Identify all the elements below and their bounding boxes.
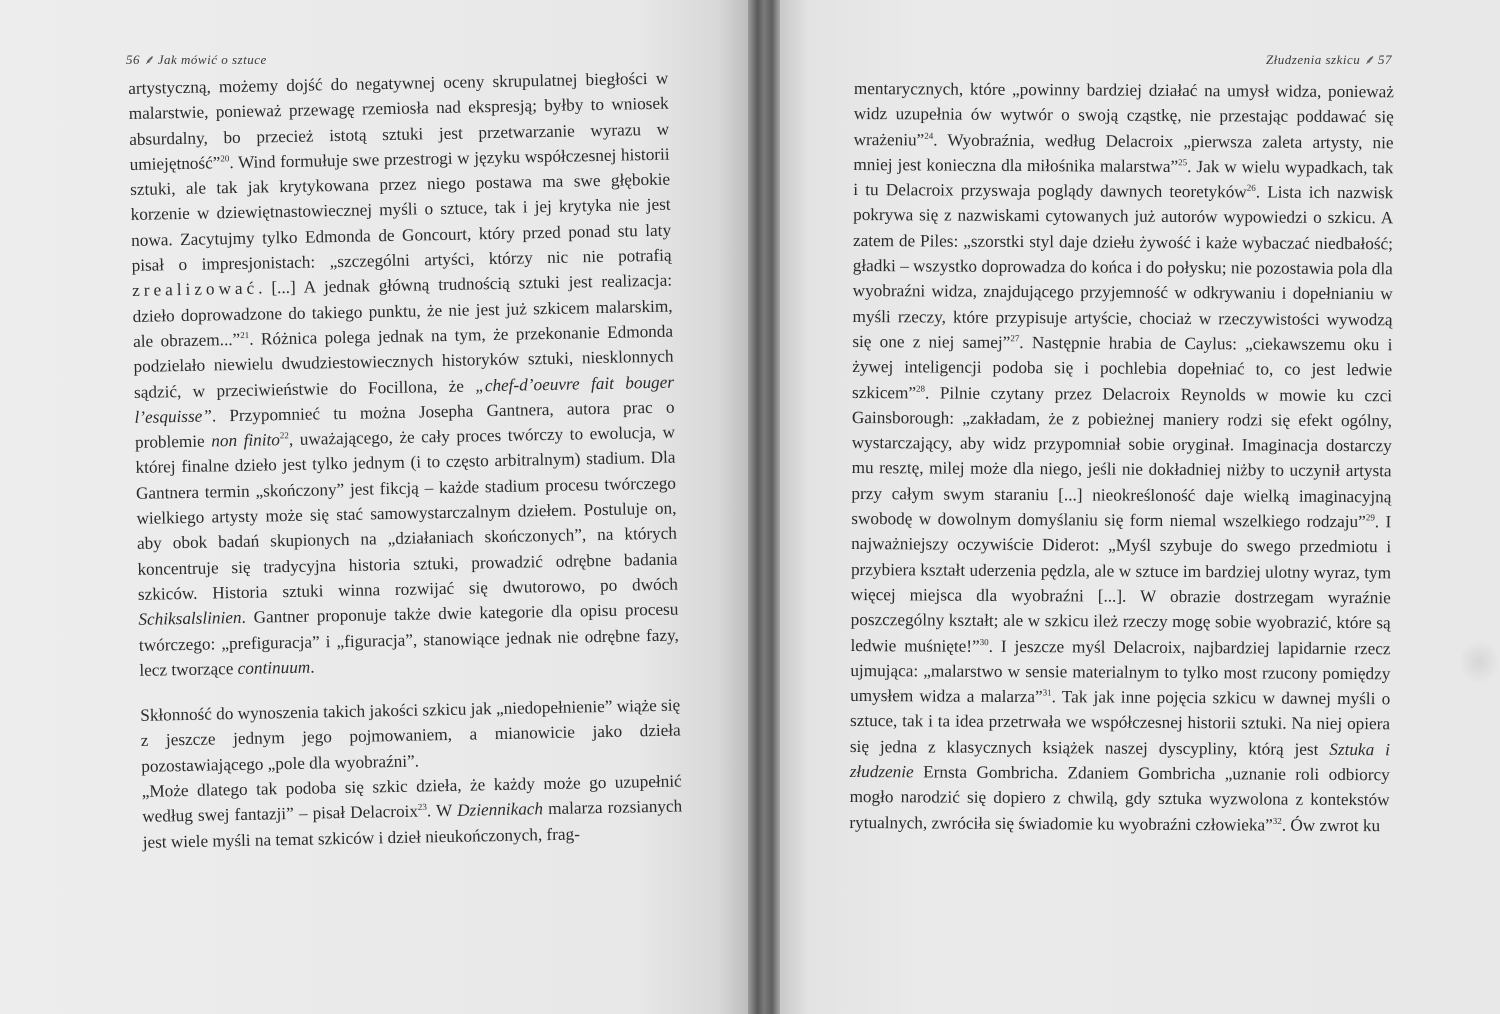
footnote-ref: 28 [916, 383, 926, 394]
left-paragraph-3 [141, 769, 682, 855]
italic-text: continuum [237, 657, 311, 678]
text-run: . [310, 657, 315, 677]
footnote-ref: 21 [240, 329, 250, 341]
italic-text: Schiksalslinien [138, 608, 242, 630]
footnote-ref: 31 [1042, 687, 1052, 698]
italic-text: non finito [211, 430, 281, 451]
left-running-head: 56 ⸙ Jak mówić o sztuce [126, 52, 267, 67]
text-run: . Tak jak inne pojęcia szkicu w dawnej myśli o sztuce, tak i ta idea przetrwała we współczesnej historii sztuki. Na niej opiera się jedna z klasycznych książek naszej dyscypliny, którą jest [849, 687, 1391, 759]
footnote-ref: 20 [220, 153, 230, 164]
text-run: . W [426, 801, 458, 821]
right-page [780, 0, 1500, 1014]
right-paragraph-1 [849, 76, 1394, 838]
text-run: Ernsta Gombricha. Zdaniem Gombricha „uznanie roli odbiorcy mogło narodzić się dopiero z chwilą, gdy sztuka wyzwolona z kontekstów rytualnych, zwróciła się świadomie ku wyobraźni człowieka” [849, 762, 1390, 835]
footnote-ref: 32 [1272, 815, 1282, 826]
left-paragraph-2 [140, 693, 681, 779]
text-run: . Lista ich nazwisk pokrywa się z nazwiskami cytowanych już autorów wypowiedzi o szkicu. A zatem de Piles: „szorstki styl daje dziełu żywość i każe wybaczać niedbałość; gładki – wszystko doprowadza do końca i do połysku; nie pozostawia pola dla wyobraźni widza, znajdującego przyjemność w odkrywaniu i dopełnianiu w myśli rzeczy, które przypisuje artyście, chociaż w rzeczywistości wywodzą się one z niej samej” [852, 182, 1394, 352]
book-gutter [748, 0, 780, 1014]
text-run: Skłonność do wynoszenia takich jakości szkicu jak „niedopełnienie” wiąże się z jeszcze jednym jego pojmowaniem, a mianowicie jako dzieła pozostawiającego „pole dla wyobraźni”. [140, 695, 681, 776]
footnote-ref: 22 [279, 430, 289, 441]
footnote-ref: 27 [1010, 333, 1020, 344]
footnote-ref: 23 [417, 801, 427, 813]
text-run: . Jak w wielu wypadkach, tak i tu Delacroix przyswaja poglądy dawnych teoretyków [853, 156, 1394, 202]
italic-text: Dziennikach [456, 799, 544, 821]
left-page [0, 0, 748, 1014]
text-run: . Następnie hrabia de Caylus: „ciekawszemu oku i żywej inteligencji podoba się i pochlebia dopełniać to, co jest ledwie szkicem” [852, 332, 1393, 402]
text-run: . I najważniejszy oczywiście Diderot: „Myśl szybuje do swego przedmiotu i przybiera kształt uderzenia pędzla, ale w sztuce im bardziej ulotny wyraz, tym więcej miejsca dla wyobraźni [...]. W obrazie dostrzegam wyraźnie poszczególny kształt; ale w szkicu ileż rzeczy mogę sobie wyobrazić, które są ledwie muśnięte!” [850, 512, 1392, 656]
text-run: . Przypomnieć tu można Josepha Gantnera, autora prac o problemie [134, 397, 675, 453]
text-run: . [...] A jednak główną trudnością sztuki jest realizacja: dzieło doprowadzone do takiego punktu, że nie jest już szkicem malarskim, ale obrazem...” [132, 270, 673, 351]
italic-text: Sztuka i złudzenie [849, 739, 1390, 782]
footnote-ref: 26 [1246, 182, 1256, 193]
text-run: . Ów zwrot ku [1281, 815, 1381, 835]
text-run: . I jeszcze myśl Delacroix, najbardziej lapidarnie rzecz ujmująca: „malarstwo w sensie materialnym to tylko most rzucony pomiędzy umysłem widza a malarza” [850, 636, 1391, 707]
page-stain [1458, 640, 1500, 684]
left-paragraph-1 [128, 66, 680, 683]
right-running-head: Złudzenia szkicu ⸙ 57 [1265, 52, 1392, 67]
text-run: . Wyobraźnia, według Delacroix „pierwsza zaleta artysty, nie mniej jest konieczna dla miłośnika malarstwa” [853, 130, 1394, 176]
text-run: , uważającego, że cały proces twórczy to ewolucja, w której finalne dzieło jest tylko jednym (i to często arbitralnym) stadium. Dla Gantnera termin „skończony” jest fikcją – każde stadium procesu twórczego wielkiego artysty może się stać samowystarczalnym dziełem. Postuluje on, aby obok badań skupionych na „działaniach skończonych”, na których koncentruje się tradycyjna historia sztuki, prowadzić odrębne badania szkiców. Historia sztuki winna rozwijać się dwutorowo, po dwóch [135, 422, 679, 604]
text-run: . Różnica polega jednak na tym, że przekonanie Edmonda podzielało niewielu dwudziestowiecznych historyków sztuki, niesklonnych sądzić, w przeciwieństwie do Focillona, że [133, 321, 674, 402]
text-run: . Wind formułuje swe przestrogi w języku współczesnej historii sztuki, ale tak jak krytykowana przez niego postawa ma swe głębokie korzenie w dziewiętnastowiecznej myśli o sztuce, tak i jej krytyka nie jest nowa. Zacytujmy tylko Edmonda de Goncourt, który przed ponad stu laty pisał o impresjonistach: „szczególni artyści, którzy nic nie potrafią [130, 144, 672, 276]
footnote-ref: 24 [924, 130, 934, 141]
text-run: malarza rozsianych jest wiele myśli na temat szkiców i dzieł nieukończonych, frag- [142, 796, 683, 852]
italic-text: „chef-d’oeuvre fait bouger l’esquisse” [134, 372, 675, 427]
text-run: mentarycznych, które „powinny bardziej działać na umysł widza, ponieważ widz uzupełnia ów wytwór o swoją cząstkę, nie przestając poddawać się wrażeniu” [853, 78, 1394, 150]
text-run: artystyczną, możemy dojść do negatywnej oceny skrupulatnej biegłości w malarstwie, ponieważ przewagę rzemiosła nad ekspresją; byłby to wniosek absurdalny, bo przecież istotą sztuki jest przetwarzanie wyrazu w umiejętność” [128, 68, 670, 174]
footnote-ref: 29 [1365, 512, 1375, 523]
footnote-ref: 25 [1178, 157, 1188, 168]
text-run: „Może dlatego tak podoba się szkic dzieła, że każdy może go uzupełnić według swej fantazji” – pisał Delacroix [141, 771, 682, 827]
spaced-text: zrealizować [131, 278, 259, 301]
left-body-text [128, 66, 683, 855]
text-run: . Gantner proponuje także dwie kategorie dla opisu procesu twórczego: „prefiguracja” i „figuracja”, stanowiące jednak nie odrębne fazy, lecz tworzące [138, 599, 680, 680]
footnote-ref: 30 [979, 636, 989, 647]
text-run: . Pilnie czytany przez Delacroix Reynolds w mowie ku czci Gainsborough: „zakładam, że z pobieżnej maniery rodzi się efekt ogólny, wystarczający, aby widz przypomniał sobie oryginał. Imaginacja dostarczy mu resztę, milej może dla niego, jeśli nie dokładniej niżby to uczynił artysta przy całym swym staraniu [...] nieokreśloność daje wielką imaginacyjną swobodę w dowolnym domyślaniu się form niemal wszelkiego rodzaju” [851, 383, 1393, 532]
right-body-text [849, 76, 1394, 838]
